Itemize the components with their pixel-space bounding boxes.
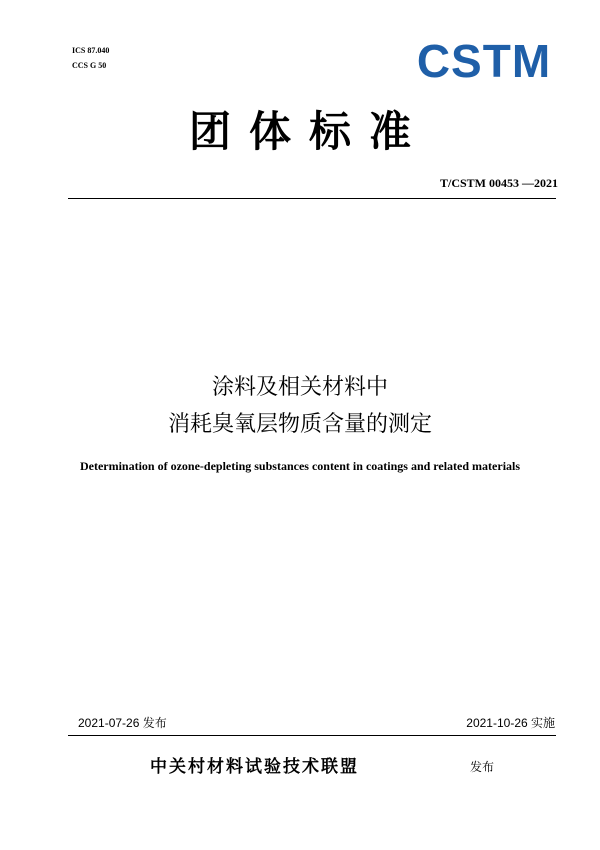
cstm-logo-text: CSTM xyxy=(416,38,552,82)
ccs-code: CCS G 50 xyxy=(72,61,107,70)
ics-code: ICS 87.040 xyxy=(72,46,110,55)
issue-date: 2021-07-26 发布 xyxy=(78,716,167,730)
classification-codes xyxy=(72,43,109,73)
title-cn-line2: 消耗臭氧层物质含量的测定 xyxy=(167,412,432,437)
publish-label: 发布 xyxy=(470,760,495,774)
standard-number: T/CSTM 00453 —2021 xyxy=(439,176,558,190)
publisher-name: 中关村材料试验技术联盟 xyxy=(150,757,359,777)
footer-divider xyxy=(68,735,556,736)
title-en: Determination of ozone-depleting substances content in coatings and related materials xyxy=(79,459,521,473)
cstm-logo xyxy=(414,38,554,82)
document-type-heading: 团体标准 xyxy=(188,107,429,156)
implementation-date: 2021-10-26 实施 xyxy=(466,716,555,730)
header-divider xyxy=(68,198,556,199)
title-cn-line1: 涂料及相关材料中 xyxy=(211,375,388,400)
